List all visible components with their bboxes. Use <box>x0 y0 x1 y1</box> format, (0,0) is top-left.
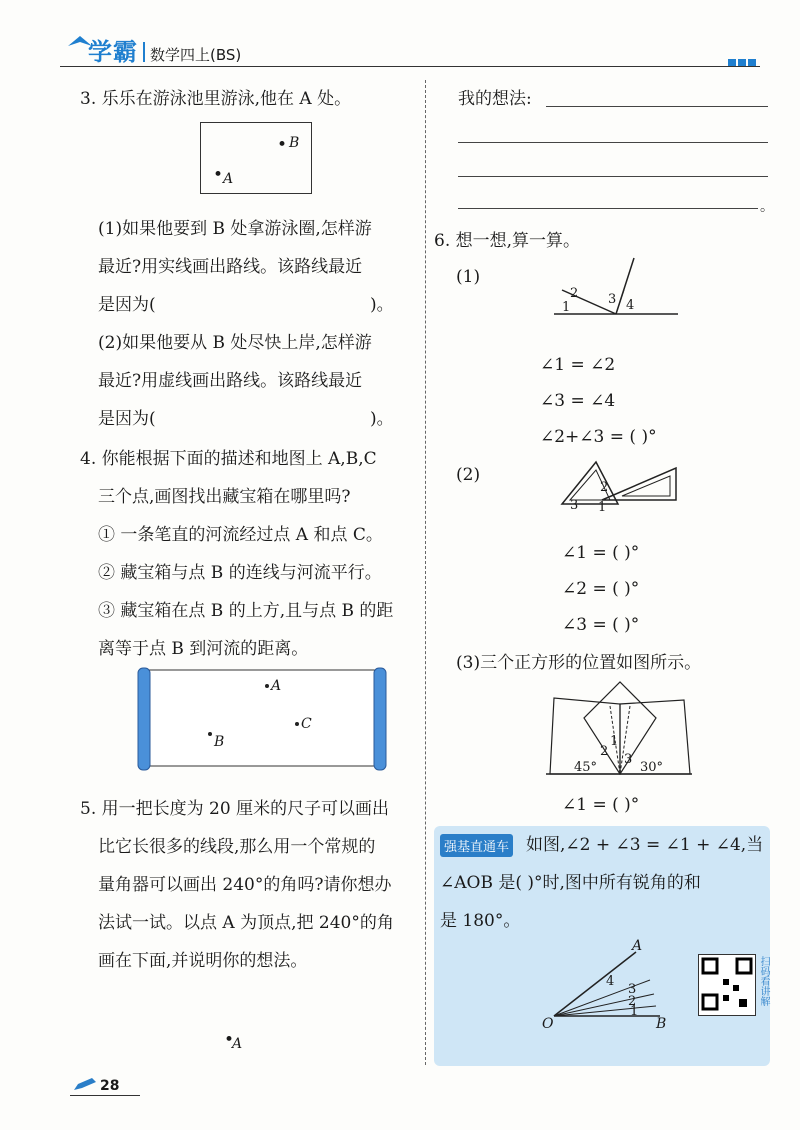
aob-figure <box>540 938 680 1032</box>
q3-p2-line3: 是因为( <box>98 409 156 429</box>
q5-point-dot: • <box>224 1030 235 1050</box>
q3-p1-line3: 是因为( <box>98 295 156 315</box>
qr-label: 扫码看讲解 <box>758 956 769 1006</box>
answer-line-1[interactable] <box>546 106 768 107</box>
footer-rule <box>70 1095 140 1096</box>
q3-p2-close: )。 <box>370 409 394 429</box>
answer-line-2[interactable] <box>458 142 768 143</box>
header-rule <box>60 66 760 67</box>
q6-title: 6. 想一想,算一算。 <box>434 231 581 251</box>
fig3-label-45: 45° <box>574 760 598 775</box>
q3-stem: 3. 乐乐在游泳池里游泳,他在 A 处。 <box>80 89 352 109</box>
triangle-ruler-figure <box>560 460 680 516</box>
q6-sub1: (1) <box>456 267 481 287</box>
s1-eq2: ∠3 = ∠4 <box>540 391 616 411</box>
fig1-label-2: 2 <box>570 286 579 301</box>
q4-cond3a: ③ 藏宝箱在点 B 的上方,且与点 B 的距 <box>98 601 394 621</box>
q5-line2: 比它长很多的线段,那么用一个常规的 <box>98 837 376 857</box>
s3-eq: ∠1 = ( )° <box>562 795 640 815</box>
q5-line5: 画在下面,并说明你的想法。 <box>98 951 308 971</box>
aob-label-3: 3 <box>628 982 637 997</box>
q5-point-a: A <box>232 1036 243 1052</box>
q5-line4: 法试一试。以点 A 为顶点,把 240°的角 <box>98 913 394 933</box>
q5-line3: 量角器可以画出 240°的角吗?请你想办 <box>98 875 392 895</box>
s2-eq2: ∠2 = ( )° <box>562 579 640 599</box>
thought-label: 我的想法: <box>458 89 532 109</box>
q3-p1-line1: (1)如果他要到 B 处拿游泳圈,怎样游 <box>98 219 372 239</box>
q4-cond1: ① 一条笔直的河流经过点 A 和点 C。 <box>98 525 383 545</box>
answer-line-3[interactable] <box>458 176 768 177</box>
q3-p2-line1: (2)如果他要从 B 处尽快上岸,怎样游 <box>98 333 372 353</box>
q3-p1-close: )。 <box>370 295 394 315</box>
q4-cond2: ② 藏宝箱与点 B 的连线与河流平行。 <box>98 563 382 583</box>
extra-line2: ∠AOB 是( )°时,图中所有锐角的和 <box>440 873 701 893</box>
q5-line1: 5. 用一把长度为 20 厘米的尺子可以画出 <box>80 799 390 819</box>
extra-tag: 强基直通车 <box>440 834 513 857</box>
angle-figure-1 <box>552 256 682 322</box>
q3-p2-line2: 最近?用虚线画出路线。该路线最近 <box>98 371 363 391</box>
answer-line-4[interactable] <box>458 208 758 209</box>
pencil-icon <box>72 1076 98 1097</box>
map-point-b: B <box>214 734 225 750</box>
header-divider <box>143 42 145 62</box>
fig3-label-1: 1 <box>610 734 619 749</box>
aob-label-2: 2 <box>628 994 637 1009</box>
fig2-label-2: 2 <box>600 480 609 495</box>
fig1-label-3: 3 <box>608 292 617 307</box>
pool-point-a: A <box>223 171 234 187</box>
qr-code-icon[interactable] <box>698 954 756 1016</box>
column-divider <box>425 80 426 1065</box>
fig1-label-1: 1 <box>562 300 571 315</box>
s1-eq1: ∠1 = ∠2 <box>540 355 616 375</box>
aob-label-1: 1 <box>630 1004 639 1019</box>
treasure-map <box>136 666 388 772</box>
q6-sub2: (2) <box>456 465 481 485</box>
fig2-label-1: 1 <box>598 500 607 515</box>
pool-point-b: B <box>289 135 300 151</box>
q4-line2: 三个点,画图找出藏宝箱在哪里吗? <box>98 487 351 507</box>
aob-label-a: A <box>632 938 643 954</box>
fig2-label-3: 3 <box>570 498 579 513</box>
map-point-a: A <box>271 678 282 694</box>
book-title: 数学四上(BS) <box>150 46 242 64</box>
extra-line3: 是 180°。 <box>440 911 521 931</box>
s1-eq3: ∠2+∠3 = ( )° <box>540 427 657 447</box>
q3-p1-line2: 最近?用实线画出路线。该路线最近 <box>98 257 363 277</box>
fig1-label-4: 4 <box>626 298 635 313</box>
fig3-label-2: 2 <box>600 744 609 759</box>
q4-line1: 4. 你能根据下面的描述和地图上 A,B,C <box>80 449 377 469</box>
page-number: 28 <box>100 1078 120 1094</box>
pool-figure: • B • A <box>200 122 312 194</box>
aob-label-4: 4 <box>606 974 615 989</box>
header-dots <box>726 52 756 72</box>
s2-eq1: ∠1 = ( )° <box>562 543 640 563</box>
squares-figure <box>544 678 694 780</box>
q4-cond3b: 离等于点 B 到河流的距离。 <box>98 639 309 659</box>
answer-end-mark: 。 <box>760 199 774 215</box>
fig3-label-30: 30° <box>640 760 664 775</box>
s2-eq3: ∠3 = ( )° <box>562 615 640 635</box>
map-point-c: C <box>301 716 312 732</box>
aob-label-b: B <box>656 1016 667 1032</box>
fig3-label-3: 3 <box>624 752 633 767</box>
aob-label-o: O <box>542 1016 554 1032</box>
q6-sub3: (3)三个正方形的位置如图所示。 <box>456 653 702 673</box>
brand-logo: 学霸 <box>88 38 138 66</box>
extra-line1: 如图,∠2 + ∠3 = ∠1 + ∠4,当 <box>526 835 764 855</box>
